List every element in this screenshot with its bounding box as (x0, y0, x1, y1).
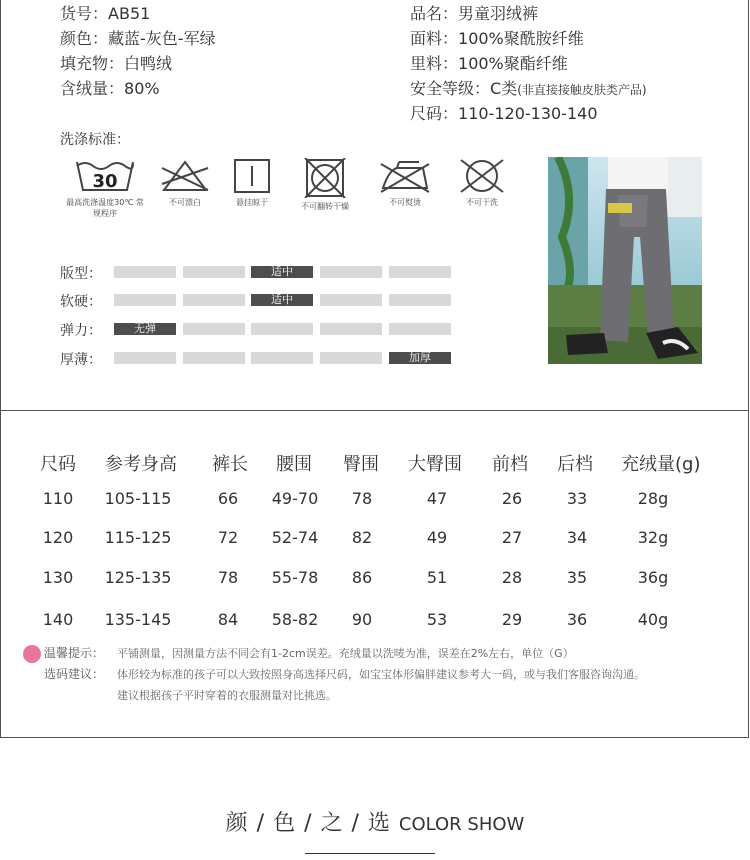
table-cell: 49-70 (271, 489, 319, 508)
table-header-cell: 前档 (492, 454, 528, 475)
scale-bar (183, 352, 245, 364)
attr-down-content: 含绒量：80% (60, 79, 160, 98)
scale-bar (114, 266, 176, 278)
scale-bar (320, 323, 382, 335)
wash-title: 洗涤标准： (60, 132, 130, 148)
table-cell: 53 (426, 610, 448, 629)
table-cell: 28g (637, 489, 669, 508)
scale-bar (389, 323, 451, 335)
tip-label-size-advice: 选码建议： (44, 667, 105, 681)
table-cell: 84 (217, 610, 239, 629)
table-header-cell: 腰围 (276, 454, 312, 475)
table-cell: 51 (426, 568, 448, 587)
attr-fabric: 面料：100%聚酰胺纤维 (410, 29, 584, 48)
table-cell: 34 (566, 528, 588, 547)
scale-label: 软硬： (60, 294, 102, 310)
table-cell: 86 (351, 568, 373, 587)
table-header-cell: 充绒量(g) (621, 454, 701, 475)
table-cell: 130 (42, 568, 74, 587)
table-cell: 35 (566, 568, 588, 587)
scale-bar (251, 323, 313, 335)
attr-filling: 填充物：白鸭绒 (60, 54, 173, 73)
wash-item-hang-dry (212, 158, 292, 208)
wash-caption: 不可翻转干燥 (301, 202, 349, 211)
table-cell: 125-135 (104, 568, 172, 587)
table-cell: 58-82 (271, 610, 319, 629)
table-cell: 78 (217, 568, 239, 587)
table-cell: 90 (351, 610, 373, 629)
table-header-cell: 裤长 (212, 454, 248, 475)
scale-bar (183, 266, 245, 278)
tip-text-size-advice: 体形较为标准的孩子可以大致按照身高选择尺码，如宝宝体形偏胖建议参考大一码，或与我们客服咨询沟通。 (117, 668, 645, 681)
table-cell: 47 (426, 489, 448, 508)
table-cell: 105-115 (104, 489, 172, 508)
scale-bar (320, 294, 382, 306)
attr-lining: 里料：100%聚酯纤维 (410, 54, 568, 73)
table-cell: 29 (501, 610, 523, 629)
pants-model-image (548, 157, 702, 364)
table-cell: 66 (217, 489, 239, 508)
color-show-underline (305, 853, 435, 854)
scale-label: 厚薄： (60, 352, 102, 368)
scale-bar-active: 加厚 (389, 352, 451, 364)
hang-dry-icon (232, 158, 272, 194)
scale-bar-active: 适中 (251, 266, 313, 278)
wash-caption: 不可漂白 (169, 198, 201, 207)
table-header-cell: 臀围 (343, 454, 379, 475)
frame-right-line (748, 0, 749, 410)
table-cell: 82 (351, 528, 373, 547)
table-header-cell: 尺码 (40, 454, 76, 475)
wash-item-30 (65, 158, 145, 219)
scale-bar-active: 适中 (251, 294, 313, 306)
table-cell: 33 (566, 489, 588, 508)
wash-item-no-dry-clean (442, 158, 522, 208)
attr-item-number: 货号：AB51 (60, 4, 151, 23)
table-cell: 28 (501, 568, 523, 587)
table-cell: 55-78 (271, 568, 319, 587)
table-cell: 27 (501, 528, 523, 547)
attr-product-name: 品名：男童羽绒裤 (410, 4, 539, 23)
attr-color: 颜色：藏蓝-灰色-军绿 (60, 29, 216, 48)
scale-label: 弹力： (60, 323, 102, 339)
table-cell: 49 (426, 528, 448, 547)
attr-safety-level: 安全等级：C类(非直接接触皮肤类产品) (410, 79, 647, 98)
scale-bar (114, 294, 176, 306)
scale-bar (183, 323, 245, 335)
wash-caption: 不可干洗 (466, 198, 498, 207)
wash-item-no-iron (365, 158, 445, 208)
wash-caption: 最高洗涤温度30℃ 常规程序 (66, 198, 144, 218)
table-cell: 120 (42, 528, 74, 547)
table-cell: 78 (351, 489, 373, 508)
scale-bar (320, 352, 382, 364)
svg-text:30: 30 (92, 171, 118, 192)
scale-bar-active: 无弹 (114, 323, 176, 335)
table-cell: 32g (637, 528, 669, 547)
table-cell: 72 (217, 528, 239, 547)
color-show-cn: 颜 / 色 / 之 / 选 (225, 811, 391, 836)
table-cell: 110 (42, 489, 74, 508)
scale-bar (320, 266, 382, 278)
table-header-cell: 后档 (557, 454, 593, 475)
table-cell: 36g (637, 568, 669, 587)
no-tumble-dry-icon (303, 158, 347, 198)
wash-caption: 悬挂晾干 (236, 198, 268, 207)
table-cell: 135-145 (104, 610, 172, 629)
scale-bar (183, 294, 245, 306)
tip-label-reminder: 温馨提示： (44, 646, 105, 660)
table-header-cell: 参考身高 (105, 454, 177, 475)
scale-bar (389, 294, 451, 306)
scale-bar (251, 352, 313, 364)
table-cell: 52-74 (271, 528, 319, 547)
table-cell: 140 (42, 610, 74, 629)
no-iron-icon (379, 158, 431, 194)
table-header-cell: 大臀围 (408, 454, 462, 475)
color-show-title (0, 806, 750, 837)
table-cell: 36 (566, 610, 588, 629)
wash-item-no-tumble (285, 158, 365, 212)
tip-text-measure: 平铺测量，因测量方法不同会有1-2cm误差。充绒量以洗唛为准，误差在2%左右，单位（G） (117, 647, 574, 660)
scale-label: 版型： (60, 266, 102, 282)
tip-text-compare: 建议根据孩子平时穿着的衣服测量对比挑选。 (117, 689, 337, 702)
no-dry-clean-icon (457, 158, 507, 194)
frame-left-line (0, 0, 1, 410)
product-photo (548, 157, 702, 364)
attr-sizes: 尺码：110-120-130-140 (410, 104, 598, 123)
color-show-en: COLOR SHOW (398, 814, 525, 835)
no-bleach-icon (160, 158, 210, 194)
table-cell: 40g (637, 610, 669, 629)
wash-caption: 不可熨烫 (389, 198, 421, 207)
scale-bar (114, 352, 176, 364)
table-cell: 115-125 (104, 528, 172, 547)
scale-bar (389, 266, 451, 278)
table-cell: 26 (501, 489, 523, 508)
wash-30-icon (73, 158, 137, 194)
tip-dot-icon (22, 644, 42, 664)
